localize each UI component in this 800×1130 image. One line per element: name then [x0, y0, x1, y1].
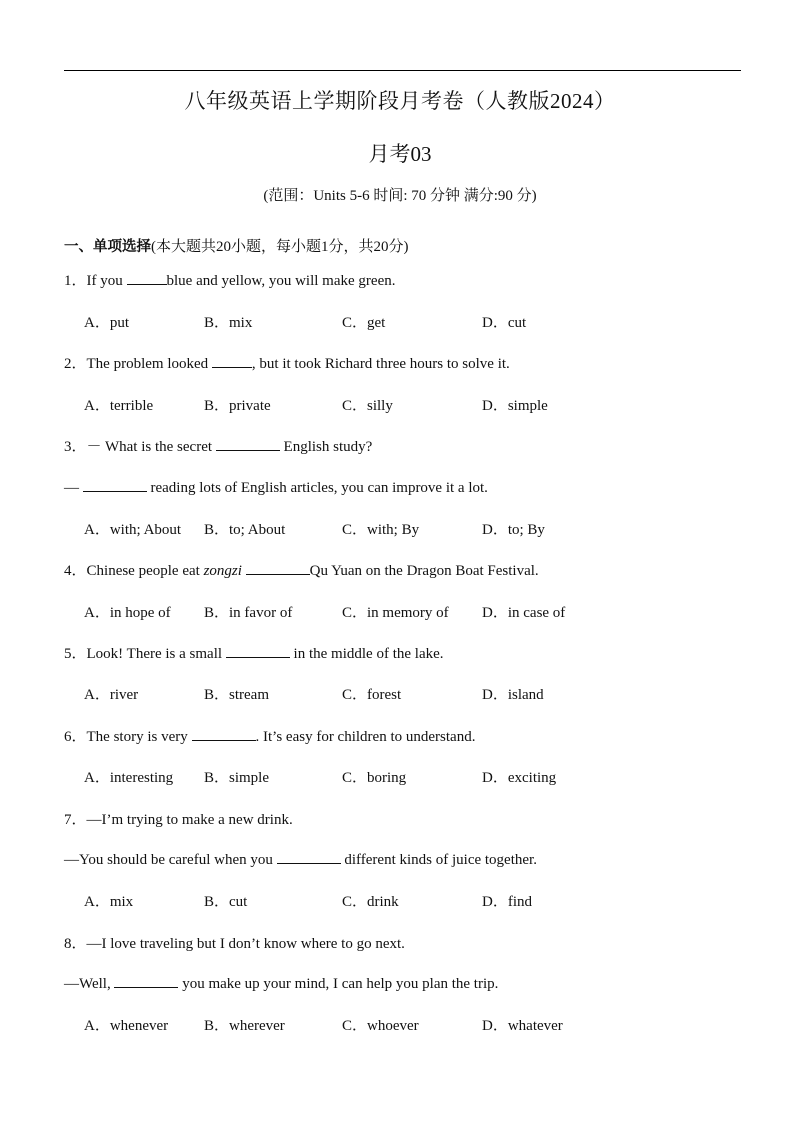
option-d: D．find	[482, 894, 532, 910]
question-text: Look! There is a small	[86, 646, 226, 662]
question-7	[64, 808, 293, 829]
option-a: A．interesting	[84, 770, 174, 786]
option-a: A．mix	[84, 894, 134, 910]
question-text: in the middle of the lake.	[289, 646, 444, 662]
answer-blank	[192, 726, 256, 741]
question-number: 4．	[64, 563, 87, 579]
question-text: you make up your mind, I can help you plan the trip.	[178, 976, 499, 992]
question-number: 5．	[64, 646, 87, 662]
option-b: B．cut	[204, 894, 248, 910]
question-number: 8．	[64, 936, 87, 952]
option-b: B．wherever	[204, 1018, 285, 1034]
option-d: D．exciting	[482, 770, 557, 786]
section-heading	[64, 235, 409, 256]
question-text: different kinds of juice together.	[340, 852, 537, 868]
question-text: . It’s easy for children to understand.	[255, 729, 476, 745]
question-6	[64, 725, 475, 746]
option-b: B．stream	[204, 687, 269, 703]
option-a: A．whenever	[84, 1018, 169, 1034]
question-text: English study?	[279, 439, 373, 455]
answer-blank	[226, 643, 290, 658]
question-text: Qu Yuan on the Dragon Boat Festival.	[309, 563, 539, 579]
answer-blank	[277, 849, 341, 864]
option-c: C．silly	[342, 398, 393, 414]
question-text: , but it took Richard three hours to solve it.	[251, 356, 510, 372]
question-text: —	[64, 480, 83, 496]
question-text: —You should be careful when you	[64, 852, 277, 868]
question-text: —I love traveling but I don’t know where to go next.	[86, 936, 405, 952]
option-c: C．in memory of	[342, 605, 449, 621]
option-d: D．to; By	[482, 522, 545, 538]
question-8	[64, 932, 405, 953]
option-c: C．whoever	[342, 1018, 419, 1034]
answer-blank	[212, 353, 252, 368]
option-c: C．with; By	[342, 522, 420, 538]
question-number: 2．	[64, 356, 87, 372]
question-3-reply	[64, 477, 488, 497]
question-text: reading lots of English articles, you can improve it a lot.	[146, 480, 488, 496]
question-1	[64, 269, 395, 290]
question-number: 7．	[64, 812, 87, 828]
page-subtitle: 月考03	[368, 142, 432, 166]
option-b: B．mix	[204, 315, 253, 331]
question-3	[64, 435, 372, 456]
question-number: 3．	[64, 439, 87, 455]
option-c: C．drink	[342, 894, 399, 910]
answer-blank	[216, 436, 280, 451]
answer-blank	[83, 477, 147, 492]
question-number: 6．	[64, 729, 87, 745]
option-d: D．simple	[482, 398, 548, 414]
question-4	[64, 559, 539, 580]
answer-blank	[246, 560, 310, 575]
page-title: 八年级英语上学期阶段月考卷（人教版2024）	[184, 89, 616, 113]
question-text: blue and yellow, you will make green.	[166, 273, 396, 289]
option-b: B．private	[204, 398, 271, 414]
question-5	[64, 642, 444, 663]
option-b: B．in favor of	[204, 605, 293, 621]
option-c: C．get	[342, 315, 386, 331]
option-a: A．terrible	[84, 398, 154, 414]
option-d: D．island	[482, 687, 544, 703]
section-heading-title: 一、单项选择	[64, 239, 151, 255]
question-2	[64, 352, 510, 373]
question-keyword: zongzi	[203, 563, 242, 579]
question-text: —Well,	[64, 976, 115, 992]
option-a: A．river	[84, 687, 139, 703]
option-a: A．with; About	[84, 522, 182, 538]
question-text: The story is very	[86, 729, 192, 745]
option-c: C．forest	[342, 687, 402, 703]
question-number: 1．	[64, 273, 87, 289]
question-8-reply	[64, 973, 498, 993]
answer-blank	[114, 973, 178, 988]
top-rule	[64, 70, 741, 71]
exam-scope: (范围：Units 5-6 时间: 70 分钟 满分:90 分)	[263, 188, 537, 204]
option-a: A．put	[84, 315, 130, 331]
option-b: B．to; About	[204, 522, 286, 538]
question-text: Chinese people eat	[86, 563, 204, 579]
question-text: —I’m trying to make a new drink.	[86, 812, 293, 828]
section-heading-note: (本大题共20小题，每小题1分，共20分)	[151, 239, 409, 255]
option-d: D．cut	[482, 315, 527, 331]
option-c: C．boring	[342, 770, 407, 786]
option-b: B．simple	[204, 770, 270, 786]
option-d: D．whatever	[482, 1018, 563, 1034]
question-text: － What is the secret	[86, 439, 216, 455]
option-d: D．in case of	[482, 605, 566, 621]
question-text: The problem looked	[86, 356, 212, 372]
question-7-reply	[64, 849, 537, 869]
answer-blank	[127, 270, 167, 285]
option-a: A．in hope of	[84, 605, 171, 621]
question-text: If you	[86, 273, 127, 289]
